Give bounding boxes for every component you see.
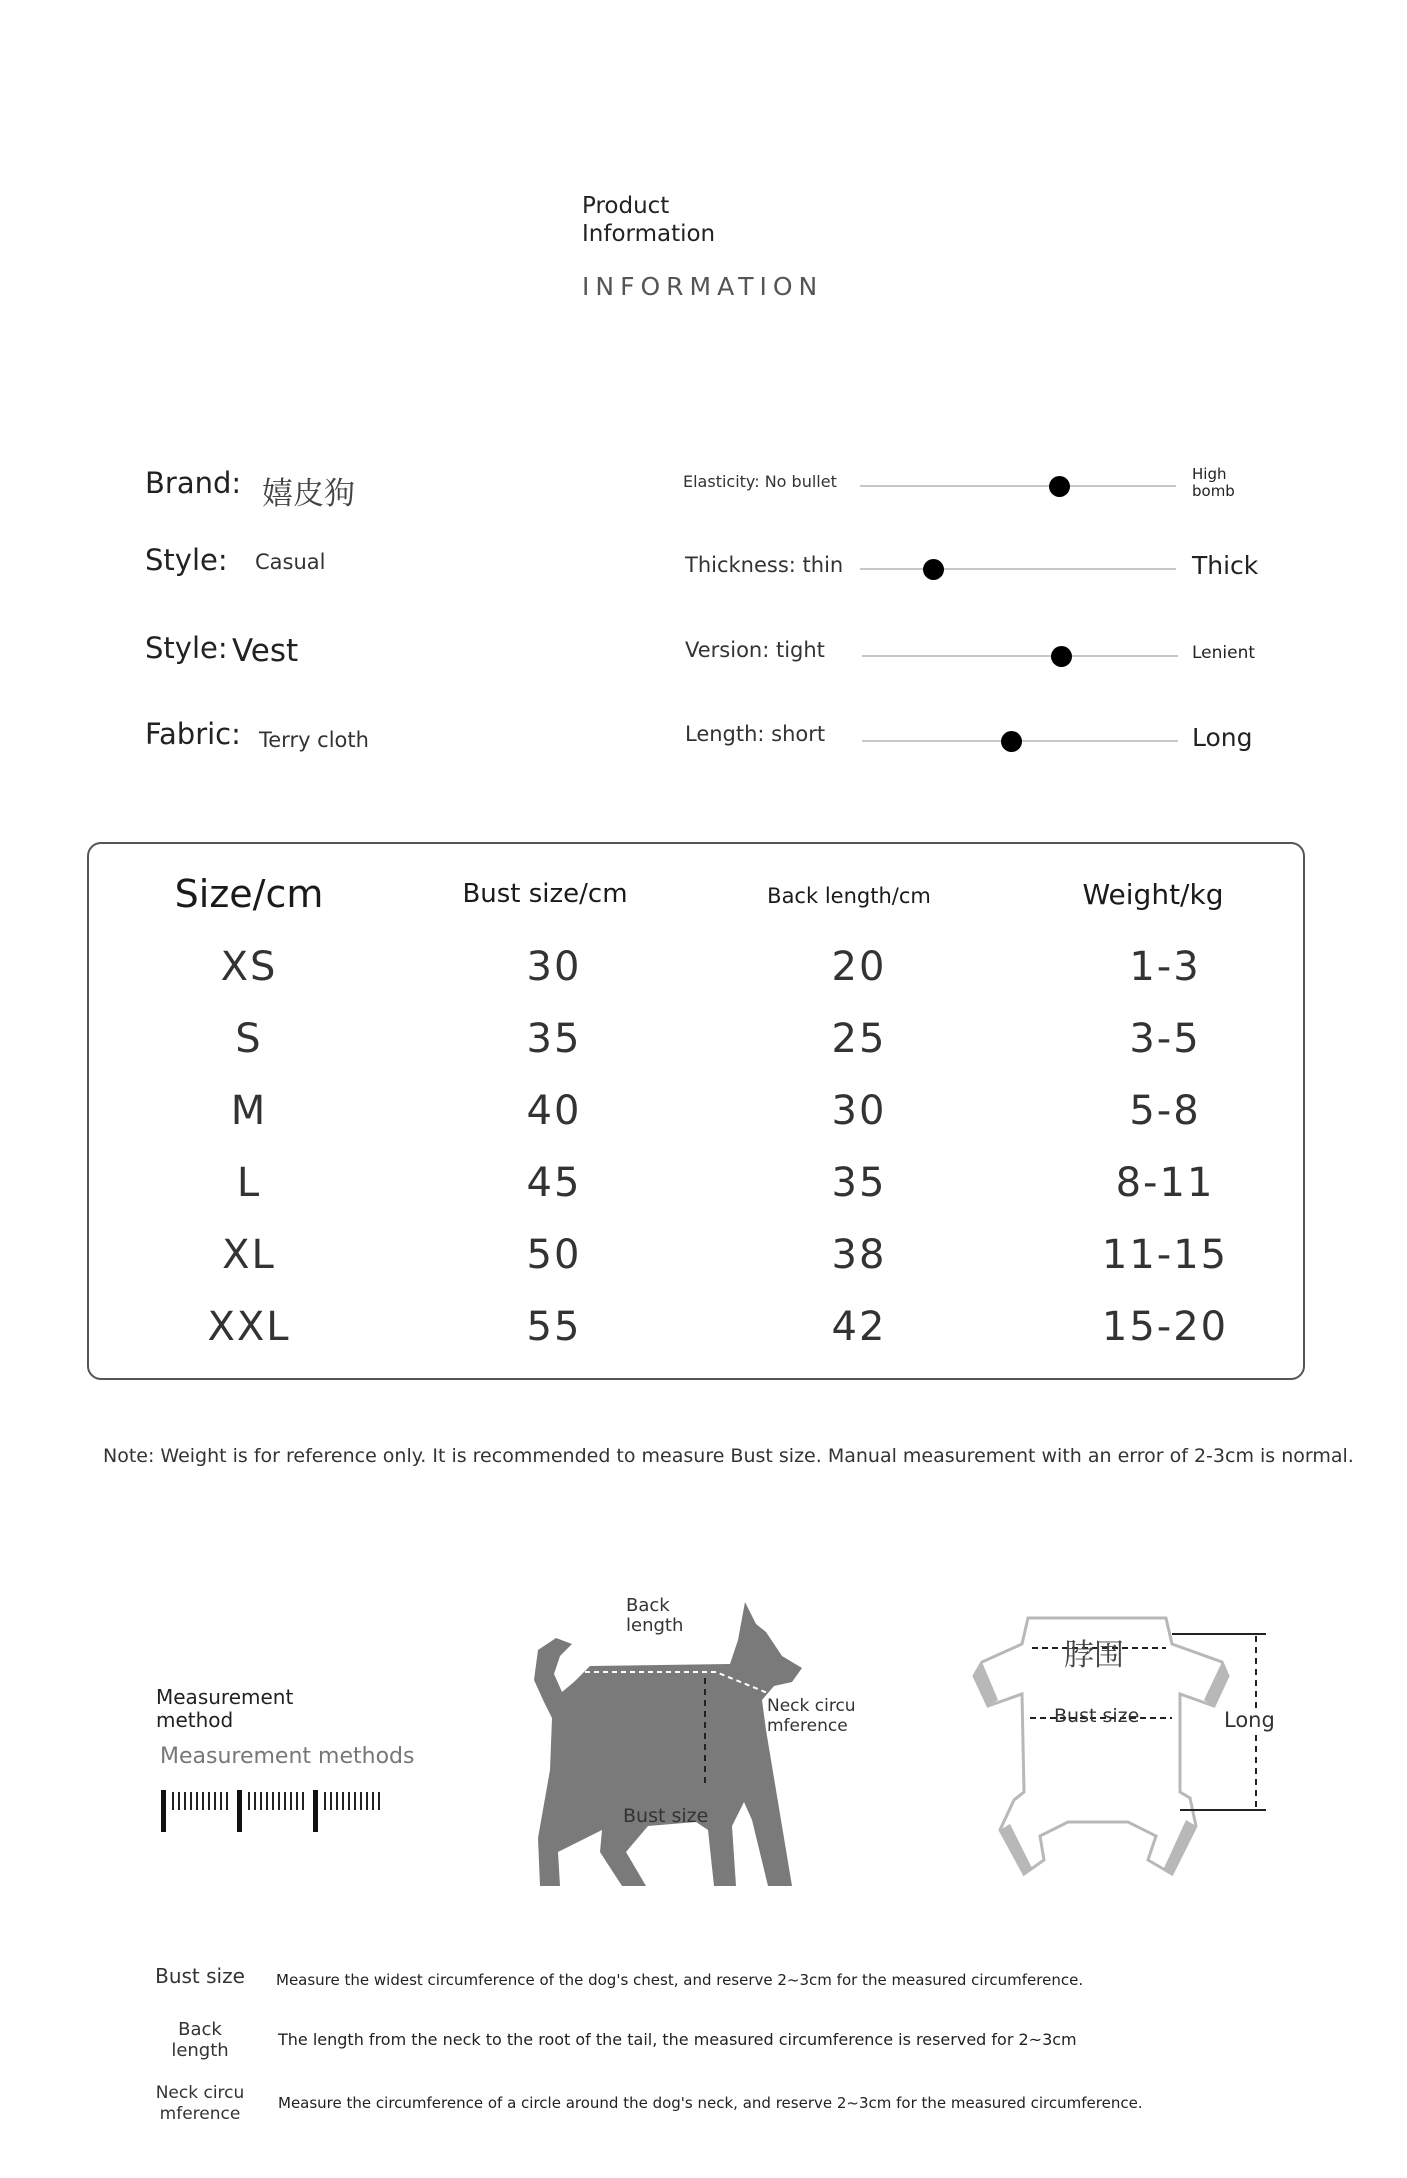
elasticity-marker [1049, 476, 1070, 497]
style-label: Style: [145, 543, 228, 577]
def-term: Bust size [155, 1964, 245, 1988]
thickness-thick-label: Thick [1192, 551, 1259, 580]
brand-label: Brand: [145, 466, 242, 500]
cell-weight: 3-5 [1129, 1016, 1201, 1062]
style-value-2: Vest [232, 633, 299, 669]
length-long-label: Long [1192, 723, 1253, 752]
cell-weight: 1-3 [1129, 944, 1201, 990]
cell-back-length: 42 [831, 1304, 887, 1350]
section-title: Product Information [582, 193, 716, 247]
cell-size: L [236, 1160, 262, 1206]
cell-back-length: 38 [831, 1232, 887, 1278]
cell-bust: 55 [526, 1304, 582, 1350]
cell-back-length: 30 [831, 1088, 887, 1134]
dog-measurement-diagram [530, 1590, 860, 1900]
cell-weight: 15-20 [1101, 1304, 1229, 1350]
cell-size: S [235, 1016, 263, 1062]
garment-bust-label: Bust size [1054, 1705, 1140, 1727]
header-weight: Weight/kg [1082, 878, 1224, 911]
cell-size: XXL [207, 1304, 291, 1350]
header-back-length: Back length/cm [767, 884, 931, 908]
neck-cn-label: 脖围 [1064, 1638, 1124, 1673]
measurement-method-label: Measurement method [156, 1685, 294, 1732]
length-marker [1001, 731, 1022, 752]
version-marker [1051, 646, 1072, 667]
cell-bust: 35 [526, 1016, 582, 1062]
cell-back-length: 20 [831, 944, 887, 990]
back-length-label: Back length [626, 1595, 684, 1636]
def-text: The length from the neck to the root of the tail, the measured circumference is reserved for 2~3cm [278, 2030, 1077, 2049]
cell-size: XS [220, 944, 278, 990]
version-label: Version: tight [685, 638, 825, 662]
def-term: Back length [171, 2019, 229, 2061]
bust-label: Bust size [623, 1805, 709, 1827]
cell-back-length: 25 [831, 1016, 887, 1062]
thickness-track [860, 568, 1176, 570]
ruler-icon [156, 1786, 386, 1836]
cell-size: M [230, 1088, 268, 1134]
version-lenient-label: Lenient [1192, 643, 1256, 663]
neck-label: Neck circu mference [767, 1696, 856, 1736]
def-text: Measure the widest circumference of the dog's chest, and reserve 2~3cm for the measured circumference. [276, 1971, 1084, 1989]
size-note: Note: Weight is for reference only. It is recommended to measure Bust size. Manual measurement with an error of 2-3cm is normal. [103, 1445, 1354, 1467]
cell-bust: 50 [526, 1232, 582, 1278]
style-label-2: Style: [145, 631, 228, 665]
header-size: Size/cm [174, 872, 324, 916]
measurement-methods-label: Measurement methods [160, 1744, 415, 1769]
garment-measurement-diagram [960, 1610, 1300, 1890]
elasticity-high-label: High bomb [1192, 465, 1235, 500]
length-label: Length: short [685, 722, 826, 746]
garment-outline-icon [960, 1610, 1300, 1890]
cell-size: XL [222, 1232, 276, 1278]
style-value: Casual [255, 550, 326, 574]
size-table [87, 842, 1305, 1380]
cell-bust: 40 [526, 1088, 582, 1134]
cell-bust: 30 [526, 944, 582, 990]
def-text: Measure the circumference of a circle around the dog's neck, and reserve 2~3cm for the measured circumference. [278, 2094, 1143, 2112]
def-term: Neck circu mference [155, 2083, 245, 2124]
cell-weight: 5-8 [1129, 1088, 1201, 1134]
cell-weight: 11-15 [1101, 1232, 1229, 1278]
fabric-label: Fabric: [145, 717, 241, 751]
cell-weight: 8-11 [1115, 1160, 1215, 1206]
header-bust: Bust size/cm [462, 879, 628, 909]
thickness-label: Thickness: thin [685, 553, 844, 577]
elasticity-label: Elasticity: No bullet [683, 472, 837, 491]
cell-back-length: 35 [831, 1160, 887, 1206]
garment-long-label: Long [1224, 1708, 1275, 1732]
thickness-marker [923, 559, 944, 580]
dog-silhouette-icon [530, 1590, 860, 1900]
elasticity-track [860, 485, 1176, 487]
fabric-value: Terry cloth [259, 728, 369, 752]
brand-value: 嬉皮狗 [262, 476, 355, 512]
version-track [862, 655, 1178, 657]
length-track [862, 740, 1178, 742]
cell-bust: 45 [526, 1160, 582, 1206]
section-subtitle: INFORMATION [582, 272, 824, 301]
